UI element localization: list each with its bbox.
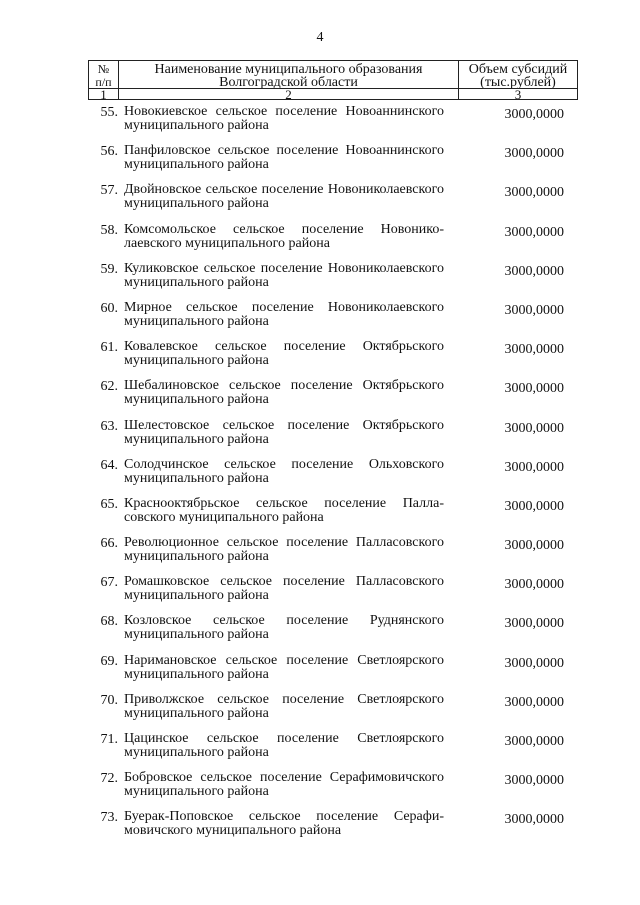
row-number: 61. — [100, 340, 118, 356]
subsidy-value: 3000,0000 — [504, 773, 564, 789]
table-row — [88, 183, 578, 222]
table-row — [88, 575, 578, 614]
header-num-3: 3 — [458, 88, 578, 100]
row-number: 59. — [100, 261, 118, 277]
municipality-name: Новокиевское сельское поселение Новоаннинского муниципального района — [124, 104, 444, 133]
subsidy-value: 3000,0000 — [504, 538, 564, 554]
municipality-name: Ковалевское сельское поселение Октябрьского муниципального района — [124, 339, 444, 369]
subsidy-value: 3000,0000 — [504, 694, 564, 710]
subsidy-value: 3000,0000 — [504, 107, 564, 122]
municipality-name: Двойновское сельское поселение Новониколаевского муниципального района — [124, 182, 444, 212]
header-col-name: Наименование муниципального образования Волгоградской области — [118, 60, 458, 88]
municipality-name: Куликовское сельское поселение Новониколаевского муниципального района — [124, 260, 444, 290]
table-header — [88, 60, 578, 100]
table-row — [88, 379, 578, 418]
municipality-name: Краснооктябрьское сельское поселение Палла-совского муниципального района — [124, 495, 444, 525]
header-num-1: 1 — [88, 88, 118, 100]
subsidy-value: 3000,0000 — [504, 342, 564, 358]
page-number: 4 — [316, 30, 324, 45]
table-body — [88, 105, 578, 850]
table-row — [88, 144, 578, 183]
subsidy-value: 3000,0000 — [504, 734, 564, 749]
row-number: 71. — [100, 732, 118, 747]
header-num-2: 2 — [118, 88, 458, 100]
row-number: 56. — [100, 144, 118, 160]
municipality-name: Солодчинское сельское поселение Ольховского муниципального района — [124, 456, 444, 486]
table-row — [88, 614, 578, 653]
row-number: 73. — [100, 810, 118, 826]
row-number: 62. — [100, 379, 118, 395]
table-row — [88, 497, 578, 536]
subsidy-value: 3000,0000 — [504, 185, 564, 201]
subsidy-value: 3000,0000 — [504, 146, 564, 162]
table-row — [88, 262, 578, 301]
subsidy-value: 3000,0000 — [504, 498, 564, 514]
subsidy-value: 3000,0000 — [504, 420, 564, 436]
municipality-name: Буерак-Поповское сельское поселение Серафи-мовичского муниципального района — [124, 809, 444, 839]
subsidy-value: 3000,0000 — [504, 224, 564, 240]
row-number: 60. — [100, 300, 118, 316]
header-col-number: № п/п — [88, 60, 118, 88]
row-number: 72. — [100, 771, 118, 787]
table-row — [88, 340, 578, 379]
row-number: 68. — [100, 614, 118, 630]
subsidy-value: 3000,0000 — [504, 812, 564, 828]
row-number: 55. — [100, 105, 118, 120]
municipality-name: Панфиловское сельское поселение Новоаннинского муниципального района — [124, 143, 444, 173]
subsidy-value: 3000,0000 — [504, 577, 564, 593]
row-number: 66. — [100, 536, 118, 552]
row-number: 63. — [100, 418, 118, 434]
row-number: 69. — [100, 653, 118, 669]
table-row — [88, 458, 578, 497]
table-row — [88, 732, 578, 771]
municipality-name: Шебалиновское сельское поселение Октябрьского муниципального района — [124, 378, 444, 408]
subsidy-value: 3000,0000 — [504, 459, 564, 475]
table-row — [88, 419, 578, 458]
header-col-subsidy: Объем субсидий (тыс.рублей) — [458, 60, 578, 88]
municipality-name: Ромашковское сельское поселение Палласовского муниципального района — [124, 574, 444, 604]
subsidy-value: 3000,0000 — [504, 381, 564, 397]
municipality-name: Комсомольское сельское поселение Новонико-лаевского муниципального района — [124, 221, 444, 251]
municipality-name: Бобровское сельское поселение Серафимовичского муниципального района — [124, 770, 444, 800]
row-number: 70. — [100, 692, 118, 708]
table-row — [88, 536, 578, 575]
subsidy-value: 3000,0000 — [504, 616, 564, 632]
municipality-name: Наримановское сельское поселение Светлоярского муниципального района — [124, 652, 444, 682]
table-row — [88, 693, 578, 732]
municipality-name: Приволжское сельское поселение Светлоярского муниципального района — [124, 691, 444, 721]
subsidy-value: 3000,0000 — [504, 263, 564, 279]
row-number: 57. — [100, 183, 118, 199]
municipality-name: Козловское сельское поселение Руднянского муниципального района — [124, 613, 444, 643]
municipality-name: Цацинское сельское поселение Светлоярского муниципального района — [124, 731, 444, 760]
table-row — [88, 771, 578, 810]
row-number: 67. — [100, 575, 118, 591]
row-number: 58. — [100, 222, 118, 238]
municipality-name: Шелестовское сельское поселение Октябрьского муниципального района — [124, 417, 444, 447]
table-row — [88, 301, 578, 340]
table-row — [88, 654, 578, 693]
subsidy-value: 3000,0000 — [504, 655, 564, 671]
table-row — [88, 223, 578, 262]
row-number: 65. — [100, 496, 118, 512]
row-number: 64. — [100, 457, 118, 473]
subsidy-value: 3000,0000 — [504, 302, 564, 318]
municipality-name: Революционное сельское поселение Палласовского муниципального района — [124, 535, 444, 565]
municipality-name: Мирное сельское поселение Новониколаевского муниципального района — [124, 299, 444, 329]
table-row — [88, 810, 578, 849]
table-row — [88, 105, 578, 144]
